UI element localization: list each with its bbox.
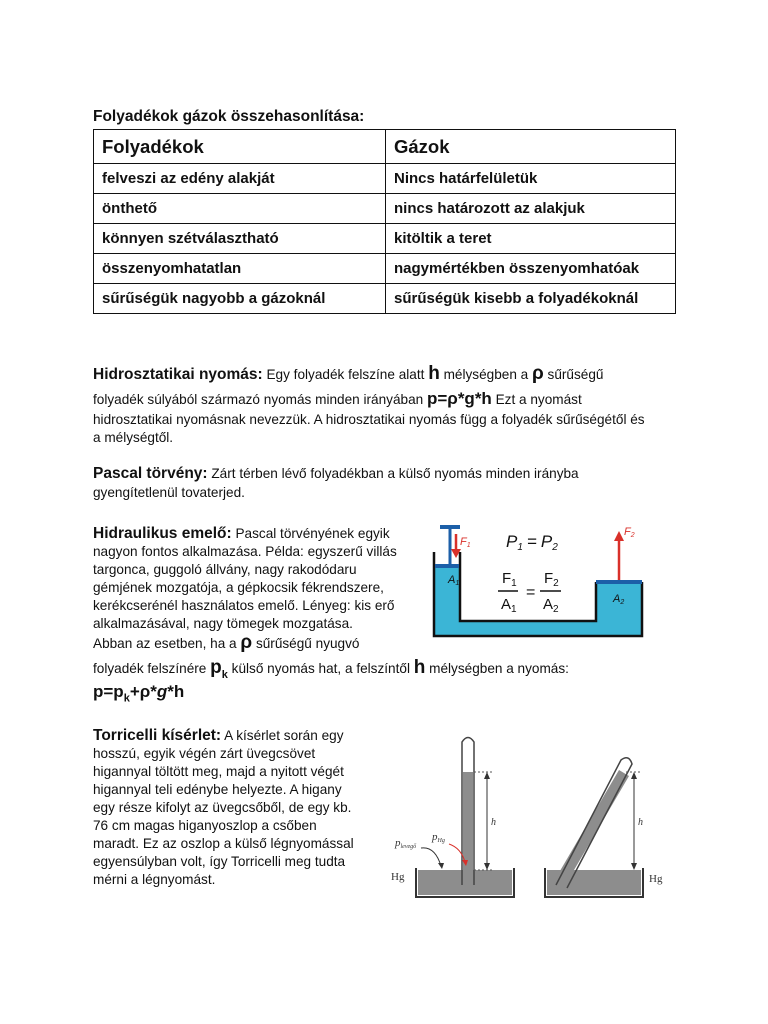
- label-f2: F2: [624, 526, 635, 539]
- label-h-left: h: [491, 817, 496, 828]
- hydrostatic-formula: p=ρ*g*h: [426, 389, 492, 408]
- hydraulic-line-6: alkalmazásával, nagy tömegek mozgatása.: [93, 616, 353, 631]
- label-p-air: plevegő: [395, 837, 417, 850]
- torricelli-diagram: [385, 730, 675, 910]
- text: mélységben a nyomás:: [429, 661, 569, 676]
- fraction-a1: $A_1$: [501, 596, 517, 615]
- symbol-rho: ρ: [240, 632, 253, 653]
- pressure-formula: [93, 682, 184, 704]
- hydrostatic-line-4: a mélységtől.: [93, 430, 174, 445]
- table-cell: könnyen szétválasztható: [94, 224, 386, 254]
- text: Zárt térben lévő folyadékban a külső nyomás minden irányba: [211, 466, 579, 481]
- arrow-p-air-head: [438, 863, 444, 869]
- formula-g: g: [156, 682, 168, 701]
- hydraulic-line-2: nagyon fontos alkalmazása. Példa: egyszerű villás: [93, 544, 397, 559]
- pk-letter: p: [210, 657, 222, 678]
- header-gases: Gázok: [386, 130, 676, 164]
- table-cell: sűrűségük kisebb a folyadékoknál: [386, 284, 676, 314]
- hydraulic-text: [93, 525, 423, 633]
- table-cell: nagymértékben összenyomhatóak: [386, 254, 676, 284]
- table-header-row: [94, 130, 676, 164]
- table-cell: önthető: [94, 194, 386, 224]
- hydraulic-line-5: kerékcserénél használatos emelő. Lényeg: kis erő: [93, 598, 395, 613]
- torricelli-line-2: hosszú, egyik végén zárt üvegcsövet: [93, 746, 316, 761]
- torricelli-text: [93, 727, 383, 889]
- formula-part: p=p: [93, 682, 124, 701]
- table-cell: kitöltik a teret: [386, 224, 676, 254]
- text: Egy folyadék felszíne alatt: [266, 367, 425, 382]
- text: külső nyomás hat, a felszíntől: [231, 661, 410, 676]
- text: A kísérlet során egy: [224, 728, 344, 743]
- table-cell: sűrűségük nagyobb a gázoknál: [94, 284, 386, 314]
- hydraulic-heading: Hidraulikus emelő:: [93, 525, 232, 542]
- text: Pascal törvényének egyik: [235, 526, 390, 541]
- formula-part: +ρ*: [129, 682, 157, 701]
- label-f1: F1: [460, 536, 471, 549]
- torricelli-heading: Torricelli kísérlet:: [93, 727, 222, 744]
- torricelli-line-3: higannyal töltött meg, majd a nyitott végét: [93, 764, 344, 779]
- hydraulic-line-1: [93, 525, 423, 543]
- hydrostatic-line-2: [93, 390, 693, 409]
- label-hg-right: Hg: [649, 873, 663, 885]
- text: folyadék felszínére: [93, 661, 207, 676]
- table-row: [94, 254, 676, 284]
- left-tube-mercury: [463, 772, 473, 885]
- label-a2: A2: [613, 593, 625, 606]
- formula-sub: k: [123, 692, 130, 705]
- hydraulic-line-4: gémjének mozgatója, a gépkocsik fékrendszere,: [93, 580, 384, 595]
- equation-p1-p2: P1 = P2: [506, 532, 558, 553]
- table-cell: Nincs határfelületük: [386, 164, 676, 194]
- label-p-hg: pHg: [432, 831, 445, 844]
- table-row: [94, 284, 676, 314]
- text: mélységben a: [443, 367, 529, 382]
- text: Ezt a nyomást: [495, 392, 582, 407]
- height-arrow-left-top: [484, 772, 490, 779]
- hydraulic-line-3: targonca, guggoló állvány, nagy rakodódaru: [93, 562, 357, 577]
- text: sűrűségű nyugvó: [255, 636, 360, 651]
- text: sűrűségű: [547, 367, 604, 382]
- height-arrow-right-top: [631, 772, 637, 779]
- hydrostatic-line-1: [93, 365, 693, 384]
- label-hg-left: Hg: [391, 871, 405, 883]
- pascal-heading: Pascal törvény:: [93, 465, 208, 482]
- torricelli-line-9: mérni a légnyomást.: [93, 872, 216, 887]
- height-arrow-right-bottom: [631, 863, 637, 870]
- arrow-f2-head: [614, 531, 624, 541]
- label-h-right: h: [638, 817, 643, 828]
- torricelli-line-5: egy része kifolyt az üvegcsőből, de egy kb.: [93, 800, 352, 815]
- fraction-a2: $A_2$: [543, 596, 559, 615]
- torricelli-line-4: higannyal teli edénybe helyezte. A higany: [93, 782, 342, 797]
- torricelli-line-7: maradt. Ez az oszlop a külső légnyomással: [93, 836, 354, 851]
- pascal-line-1: [93, 465, 693, 483]
- height-arrow-left-bottom: [484, 863, 490, 870]
- symbol-h: h: [413, 657, 426, 678]
- pk-subscript: k: [221, 668, 228, 681]
- symbol-pk: [210, 657, 228, 681]
- hydraulic-diagram: [430, 520, 650, 640]
- table-row: [94, 224, 676, 254]
- pascal-line-2: gyengítetlenül tovaterjed.: [93, 485, 245, 500]
- table-row: [94, 164, 676, 194]
- fraction-f1: $F_1$: [502, 570, 517, 589]
- label-a1: A1: [448, 574, 460, 587]
- table-cell: összenyomhatatlan: [94, 254, 386, 284]
- symbol-rho: ρ: [532, 363, 544, 384]
- torricelli-line-8: egyensúlyban volt, így Torricelli meg tudta: [93, 854, 346, 869]
- comparison-table: [93, 129, 676, 314]
- torricelli-line-1: [93, 727, 383, 745]
- text: folyadék súlyából származó nyomás minden irányában: [93, 392, 424, 407]
- hydraulic-line-8: [93, 659, 713, 684]
- right-tube-mercury: [557, 770, 629, 882]
- fraction-f2: $F_2$: [544, 570, 559, 589]
- text: Abban az esetben, ha a: [93, 636, 237, 651]
- hydrostatic-heading: Hidrosztatikai nyomás:: [93, 366, 263, 383]
- fraction-equals: =: [526, 584, 536, 601]
- header-liquids: Folyadékok: [94, 130, 386, 164]
- hydrostatic-line-3: hidrosztatikai nyomásnak nevezzük. A hidrosztatikai nyomás függ a folyadék sűrűségétől és: [93, 412, 645, 427]
- fluid-body: [434, 566, 642, 636]
- symbol-h: h: [428, 363, 440, 384]
- formula-part: *h: [167, 682, 185, 701]
- table-cell: felveszi az edény alakját: [94, 164, 386, 194]
- page-title: Folyadékok gázok összehasonlítása:: [93, 108, 365, 125]
- torricelli-line-6: 76 cm magas higanyoszlop a csőben: [93, 818, 317, 833]
- table-row: [94, 194, 676, 224]
- arrow-p-air: [421, 848, 441, 866]
- table-cell: nincs határozott az alakjuk: [386, 194, 676, 224]
